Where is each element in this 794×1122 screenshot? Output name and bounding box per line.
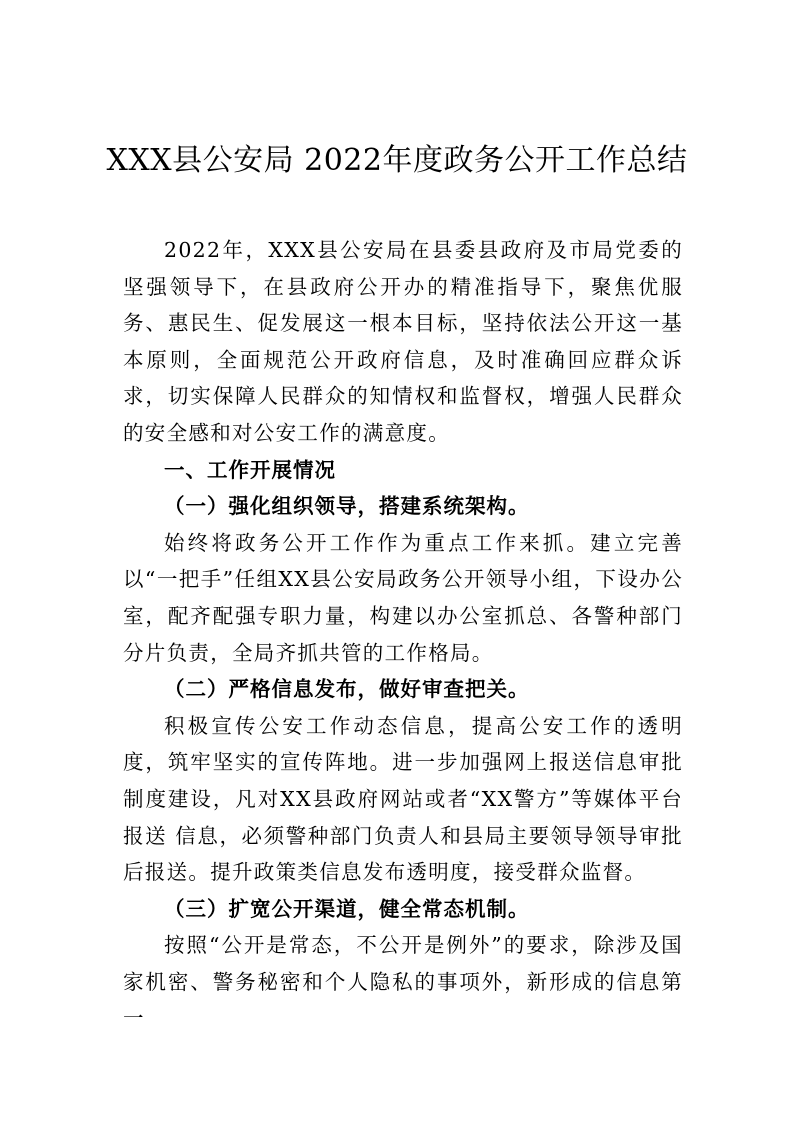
subsection-heading-1: （一）强化组织领导，搭建系统架构。 [164,494,530,519]
subsection-heading-2: （二）严格信息发布，做好审查把关。 [164,677,530,702]
document-body [123,232,683,1037]
section-heading-work-status: 一、工作开展情况 [164,457,336,482]
intro-paragraph: 2022年，XXX县公安局在县委县政府及市局党委的坚强领导下，在县政府公开办的精准指导下，聚焦优服务、惠民生、促发展这一根本目标，坚持依法公开这一基本原则，全面规范公开政府信息，及时准确回应群众诉求，切实保障人民群众的知情权和监督权，增强人民群众的安全感和对公安工作的满意度。 [123,238,683,445]
subsection-1-paragraph: 始终将政务公开工作作为重点工作来抓。建立完善以“一把手”任组XX县公安局政务公开领导小组，下设办公室，配齐配强专职力量，构建以办公室抓总、各警种部门分片负责，全局齐抓共管的工作格局。 [123,530,683,665]
subsection-2-paragraph: 积极宣传公安工作动态信息，提高公安工作的透明度，筑牢坚实的宣传阵地。进一步加强网上报送信息审批制度建设，凡对XX县政府网站或者“XX警方”等媒体平台报送 信息，必须警种部门负责人和县局主要领导领导审批后报送。提升政策类信息发布透明度，接受群众监督。 [123,713,683,885]
subsection-heading-3: （三）扩宽公开渠道，健全常态机制。 [164,896,530,921]
subsection-3-paragraph: 按照“公开是常态，不公开是例外”的要求，除涉及国家机密、警务秘密和个人隐私的事项外，新形成的信息第一 [123,933,683,1031]
document-title: XXX县公安局 2022年度政务公开工作总结 [106,143,688,178]
